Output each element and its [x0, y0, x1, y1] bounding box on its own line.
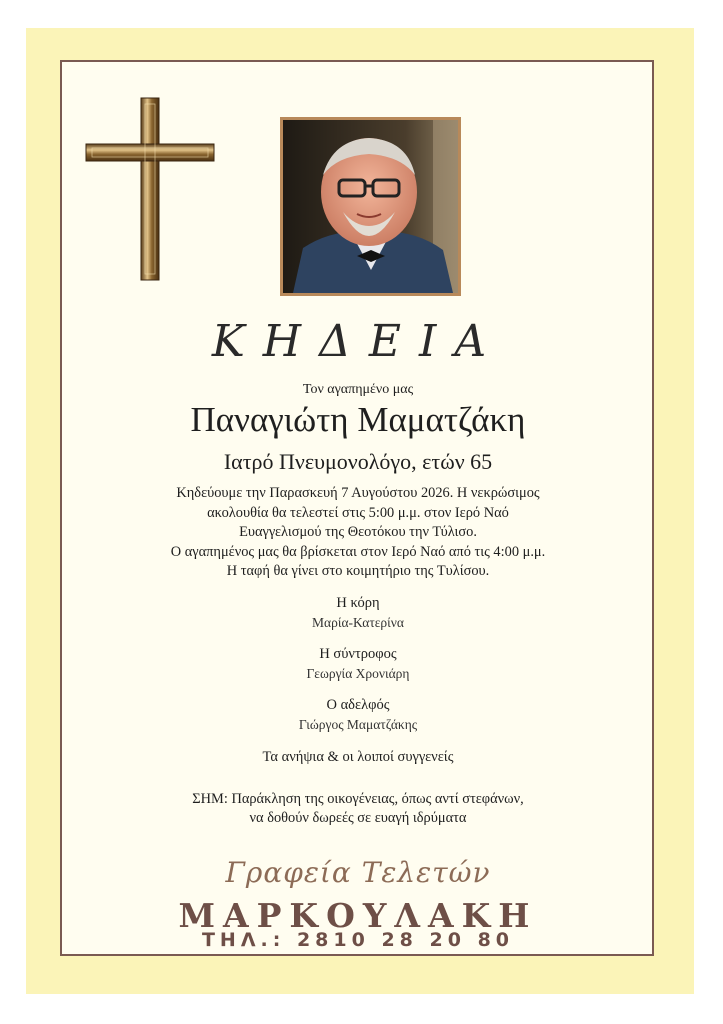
mourner-name: Γιώργος Μαματζάκης [298, 717, 418, 732]
announcement-line: ακολουθία θα τελεστεί στις 5:00 μ.μ. στον Ιερό Ναό [207, 504, 509, 521]
mourner-relation: Ο αδελφός [326, 697, 390, 713]
mourner-relation: Η σύντροφος [319, 646, 397, 662]
mourner-name: Μαρία-Κατερίνα [312, 615, 404, 630]
mourner-name: Γεωργία Χρονιάρη [306, 666, 410, 681]
notice-title: ΚΗΔΕΙΑ [211, 316, 505, 367]
announcement-line: Ο αγαπημένος μας θα βρίσκεται στον Ιερό Ναό από τις 4:00 μ.μ. [170, 543, 546, 560]
announcement-line: Κηδεύουμε την Παρασκευή 7 Αυγούστου 2026. Η νεκρώσιμος [176, 485, 540, 501]
funeral-office-label: Γραφεία Τελετών [225, 856, 491, 889]
mourner-relation: Η κόρη [336, 595, 380, 611]
deceased-name: Παναγιώτη Μαματζάκη [190, 400, 526, 439]
note [62, 790, 654, 828]
portrait-photo [280, 117, 461, 296]
announcement [62, 484, 654, 582]
funeral-office-name: ΜΑΡΚΟΥΛΑΚΗ [178, 896, 538, 935]
intro-line: Τον αγαπημένο μας [302, 382, 414, 397]
note-line: να δοθούν δωρεές σε ευαγή ιδρύματα [249, 810, 467, 826]
relatives-line: Τα ανήψια & οι λοιποί συγγενείς [262, 749, 454, 765]
cross-icon [84, 96, 216, 282]
profession-age: Ιατρό Πνευμονολόγο, ετών 65 [223, 449, 493, 474]
announcement-line: Η ταφή θα γίνει στο κοιμητήριο της Τυλίσου. [226, 563, 490, 579]
announcement-line: Ευαγγελισμού της Θεοτόκου την Τύλισο. [239, 524, 477, 540]
note-line: ΣΗΜ: Παράκληση της οικογένειας, όπως αντί στεφάνων, [192, 791, 524, 807]
funeral-office-phone: ΤΗΛ.: 2810 28 20 80 [201, 929, 515, 951]
